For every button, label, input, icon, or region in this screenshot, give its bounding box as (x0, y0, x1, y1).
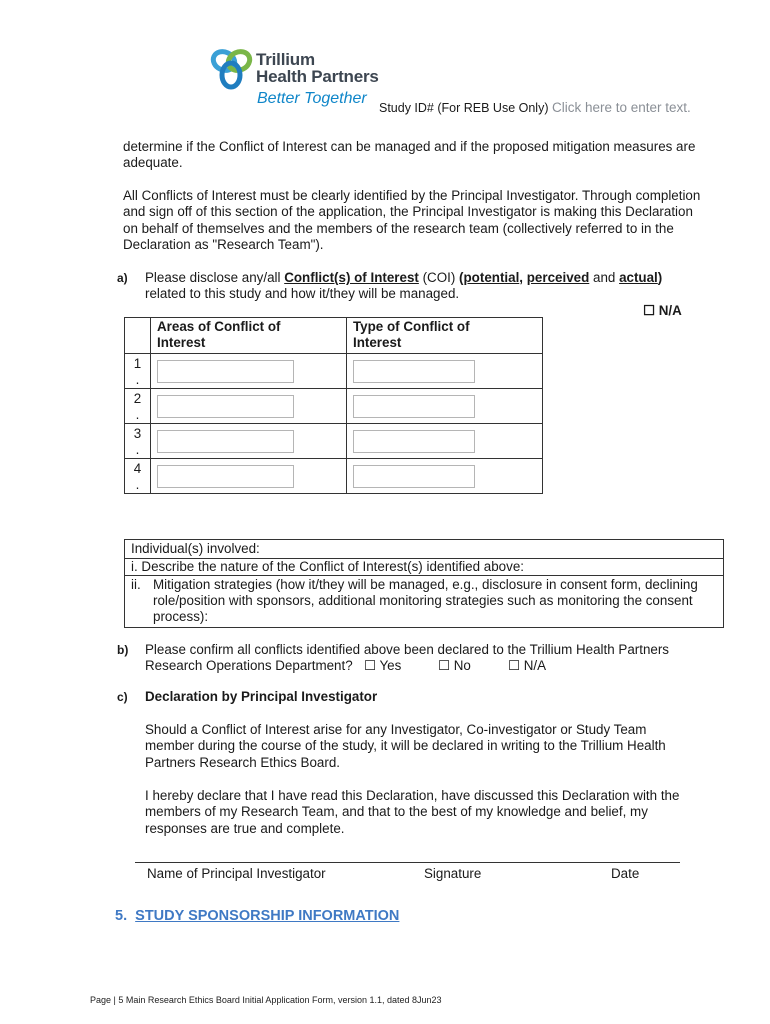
na-checkbox[interactable]: ☐ N/A (643, 303, 682, 318)
section-5-title[interactable]: STUDY SPONSORSHIP INFORMATION (135, 908, 400, 924)
logo-tagline: Better Together (257, 90, 367, 107)
section-c-paragraph-1: Should a Conflict of Interest arise for any Investigator, Co-investigator or Study Team member during the course of the study, it will be declared in writing to the Trillium Health Partners Research Ethics Board. (145, 722, 666, 770)
date-label: Date (611, 866, 640, 881)
area-input-2[interactable] (157, 395, 294, 418)
trillium-flower-icon (210, 48, 254, 92)
coi-table (124, 317, 543, 494)
mitigation-strategies[interactable]: ii. Mitigation strategies (how it/they will be managed, e.g., disclosure in consent form, declining role/position with sponsors, additional monitoring strategies such as monitoring the consent process): (131, 577, 698, 624)
type-input-2[interactable] (353, 395, 475, 418)
trillium-logo (210, 48, 380, 113)
describe-nature[interactable]: i. Describe the nature of the Conflict of Interest(s) identified above: (125, 559, 723, 576)
option-na[interactable]: ☐ N/A (508, 658, 547, 673)
study-id-field[interactable]: Click here to enter text. (551, 100, 691, 115)
section-b-marker: b) (117, 643, 129, 657)
name-label: Name of Principal Investigator (147, 866, 326, 881)
col-areas-header: Areas of Conflict of Interest (151, 318, 347, 354)
table-row: 4 . (125, 459, 543, 494)
type-input-1[interactable] (353, 360, 475, 383)
option-no[interactable]: ☐ No (438, 658, 471, 673)
table-row: 1 . (125, 354, 543, 389)
area-input-4[interactable] (157, 465, 294, 488)
study-id-label: Study ID# (For REB Use Only) (379, 101, 549, 115)
individuals-involved[interactable]: Individual(s) involved: (125, 540, 723, 559)
col-type-header: Type of Conflict of Interest (347, 318, 543, 354)
area-input-3[interactable] (157, 430, 294, 453)
area-input-1[interactable] (157, 360, 294, 383)
signature-label: Signature (424, 866, 482, 881)
section-c-title: Declaration by Principal Investigator (145, 689, 378, 704)
option-yes[interactable]: ☐ Yes (364, 658, 402, 673)
intro-paragraph-2: All Conflicts of Interest must be clearly identified by the Principal Investigator. Through completion and sign off of this section of the application, the Principal Investigator is making this Declaration on behalf of themselves and the members of the research team (collectively referred to in the Declaration as "Research Team"). (123, 188, 701, 253)
page-footer: Page | 5 Main Research Ethics Board Initial Application Form, version 1.1, dated 8Jun23 (90, 995, 442, 1005)
signature-line (135, 862, 680, 863)
intro-paragraph-1: determine if the Conflict of Interest can be managed and if the proposed mitigation measures are adequate. (123, 139, 696, 171)
section-5-heading: 5. STUDY SPONSORSHIP INFORMATION (115, 908, 400, 924)
individuals-box (124, 539, 724, 628)
section-a-marker: a) (117, 271, 128, 285)
section-c-marker: c) (117, 690, 128, 704)
type-input-3[interactable] (353, 430, 475, 453)
table-row: 3 . (125, 424, 543, 459)
logo-name-line1: Trillium (256, 50, 315, 69)
logo-name-line2: Health Partners (256, 67, 379, 86)
coi-link[interactable]: Conflict(s) of Interest (284, 270, 419, 285)
section-a-question: Please disclose any/all Conflict(s) of Interest (COI) (potential, perceived and actual) related to this study and how it/they will be managed. (145, 270, 663, 302)
section-c-paragraph-2: I hereby declare that I have read this Declaration, have discussed this Declaration with the members of my Research Team, and that to the best of my knowledge and belief, my responses are true and complete. (145, 788, 680, 836)
section-b-question-line2: Research Operations Department? (145, 658, 353, 673)
type-input-4[interactable] (353, 465, 475, 488)
section-b-question: Please confirm all conflicts identified above been declared to the Trillium Health Partners (145, 642, 669, 657)
study-id-row (379, 100, 691, 115)
table-row: 2 . (125, 389, 543, 424)
